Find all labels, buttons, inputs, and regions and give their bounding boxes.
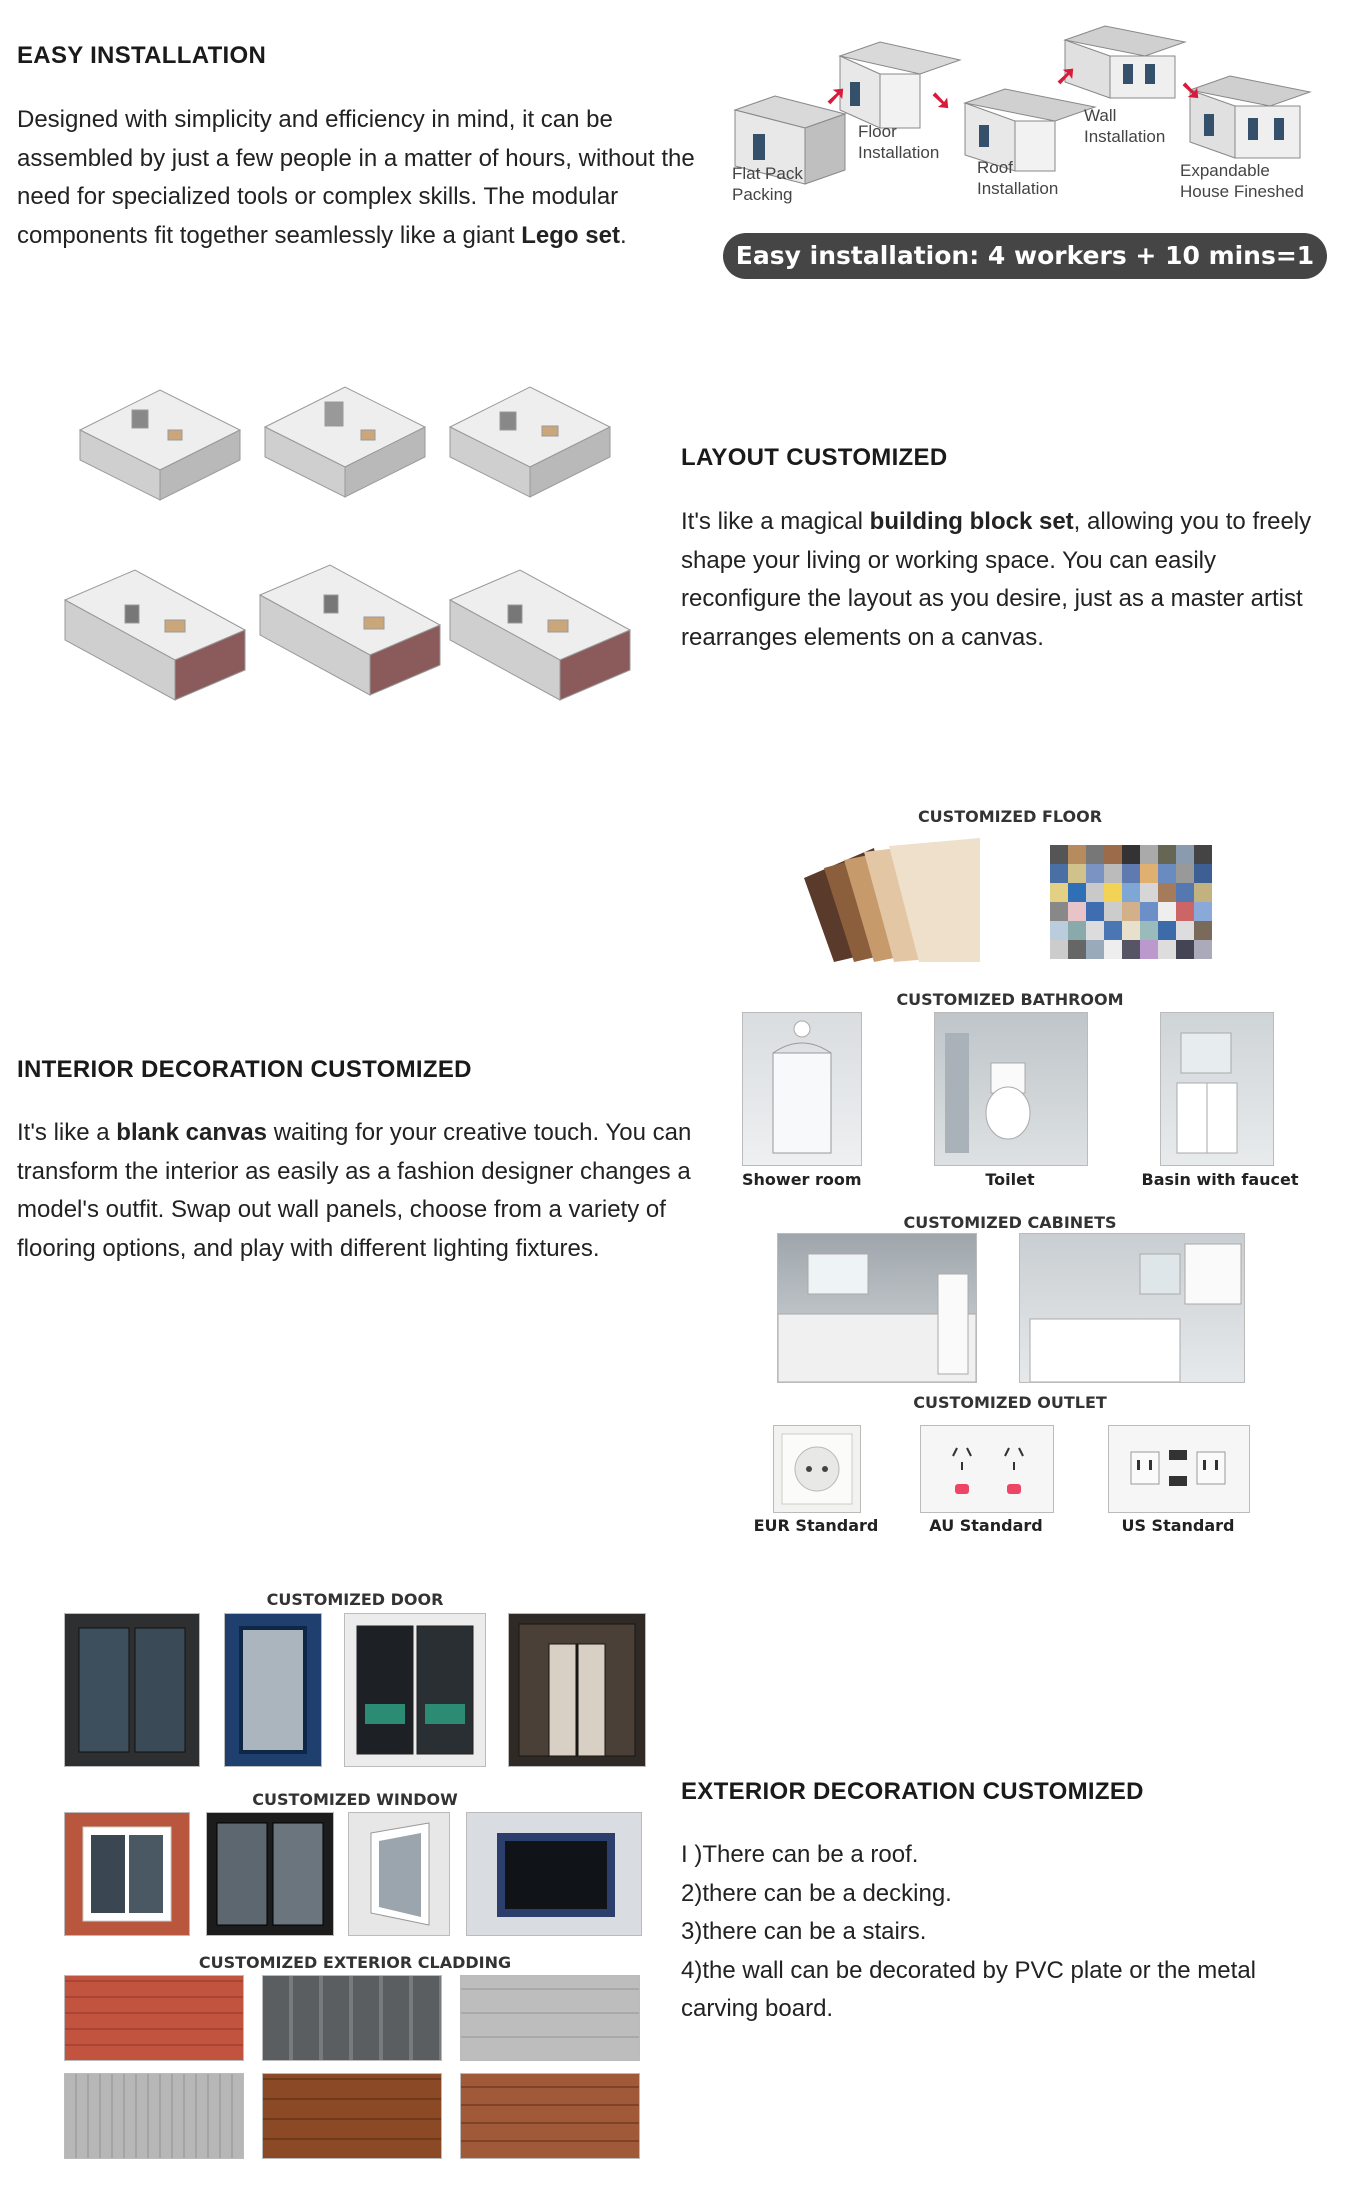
interior-bold-text: blank canvas [116, 1119, 268, 1146]
kitchen-cabinet-image [1019, 1233, 1245, 1383]
install-paragraph [17, 101, 697, 255]
arrow-icon: ➘ [930, 85, 952, 115]
cladding-sample-image [64, 2073, 244, 2159]
cladding-sample-image [460, 2073, 640, 2159]
exterior-list [681, 1836, 1331, 2029]
bathroom-title: CUSTOMIZED BATHROOM [896, 990, 1124, 1009]
au-outlet-image [920, 1425, 1054, 1513]
cladding-sample-image [460, 1975, 640, 2061]
door-image [224, 1613, 322, 1767]
arrow-icon: ➘ [1180, 75, 1202, 105]
bathroom-item-label: Shower room [742, 1170, 862, 1189]
bathroom-item-label: Basin with faucet [1141, 1170, 1299, 1189]
exterior-list-item: 2)there can be a decking. [681, 1879, 952, 1907]
basin-image [1160, 1012, 1274, 1166]
window-image [466, 1812, 642, 1936]
step-label: Flat Pack Packing [732, 164, 803, 204]
floor-plan-renderings-image [55, 360, 635, 760]
outlet-item-label: AU Standard [929, 1516, 1043, 1535]
kitchen-cabinet-image [777, 1233, 977, 1383]
toilet-image [934, 1012, 1088, 1166]
arrow-icon: ➚ [1055, 60, 1077, 90]
exterior-list-item: 3)there can be a stairs. [681, 1918, 927, 1945]
outlet-item-label: EUR Standard [753, 1516, 879, 1535]
window-title: CUSTOMIZED WINDOW [252, 1790, 458, 1809]
installation-diagram [720, 20, 1320, 316]
layout-bold-text: building block set [869, 508, 1074, 535]
window-image [206, 1812, 334, 1936]
eur-outlet-image [773, 1425, 861, 1513]
step-label: Expandable House Fineshed [1180, 161, 1304, 201]
window-image [64, 1812, 190, 1936]
step-label: Wall Installation [1084, 106, 1166, 146]
door-image [64, 1613, 200, 1767]
arrow-icon: ➚ [825, 80, 847, 110]
exterior-list-item: I )There can be a roof. [681, 1841, 919, 1868]
wood-floor-samples-image [794, 838, 980, 962]
install-bold-text: Lego set [521, 221, 620, 249]
wall-house [1065, 26, 1185, 98]
interior-paragraph [17, 1114, 697, 1268]
exterior-list-item: 4)the wall can be decorated by PVC plate or the metal carving board. [681, 1956, 1256, 2022]
window-image [348, 1812, 450, 1936]
bathroom-item-label: Toilet [985, 1170, 1035, 1189]
installation-banner: Easy installation: 4 workers + 10 mins=1 house [723, 233, 1327, 279]
cladding-title: CUSTOMIZED EXTERIOR CLADDING [198, 1953, 512, 1972]
door-image [344, 1613, 486, 1767]
interior-text: It's like a [17, 1119, 117, 1146]
layout-text: It's like a magical [681, 508, 870, 535]
cladding-sample-image [64, 1975, 244, 2061]
us-outlet-image [1108, 1425, 1250, 1513]
exterior-heading: EXTERIOR DECORATION CUSTOMIZED [681, 1778, 1144, 1805]
door-image [508, 1613, 646, 1767]
install-text: Designed with simplicity and efficiency in mind, it can be assembled by just a few people in a matter of hours, without the need for specialized tools or complex skills. The modular components fit together seamlessly like a giant [17, 106, 695, 249]
shower-room-image [742, 1012, 862, 1166]
interior-heading: INTERIOR DECORATION CUSTOMIZED [17, 1056, 472, 1083]
floor-title: CUSTOMIZED FLOOR [917, 807, 1103, 826]
interior-text-end: waiting for your creative touch. You can transform the interior as easily as a fashion designer changes a model's outfit. Swap out wall panels, choose from a variety of flooring options, and play with different lighting fixtures. [17, 1119, 692, 1262]
layout-heading: LAYOUT CUSTOMIZED [681, 444, 948, 471]
door-title: CUSTOMIZED DOOR [266, 1590, 444, 1609]
finished-house [1190, 76, 1310, 158]
step-label: Roof Installation [977, 158, 1059, 198]
layout-renderings [55, 360, 635, 760]
cladding-sample-image [262, 2073, 442, 2159]
outlet-item-label: US Standard [1121, 1516, 1235, 1535]
tile-floor-samples-image [1050, 845, 1212, 959]
cabinets-title: CUSTOMIZED CABINETS [903, 1213, 1117, 1232]
install-heading: EASY INSTALLATION [17, 42, 267, 69]
layout-text-end: , allowing you to freely shape your living or working space. You can easily reconfigure the layout as you desire, just as a master artist rearranges elements on a canvas. [681, 508, 1312, 651]
layout-paragraph [681, 503, 1341, 657]
install-text-end: . [619, 221, 627, 249]
step-label: Floor Installation [858, 122, 940, 162]
outlet-title: CUSTOMIZED OUTLET [913, 1393, 1107, 1412]
cladding-sample-image [262, 1975, 442, 2061]
